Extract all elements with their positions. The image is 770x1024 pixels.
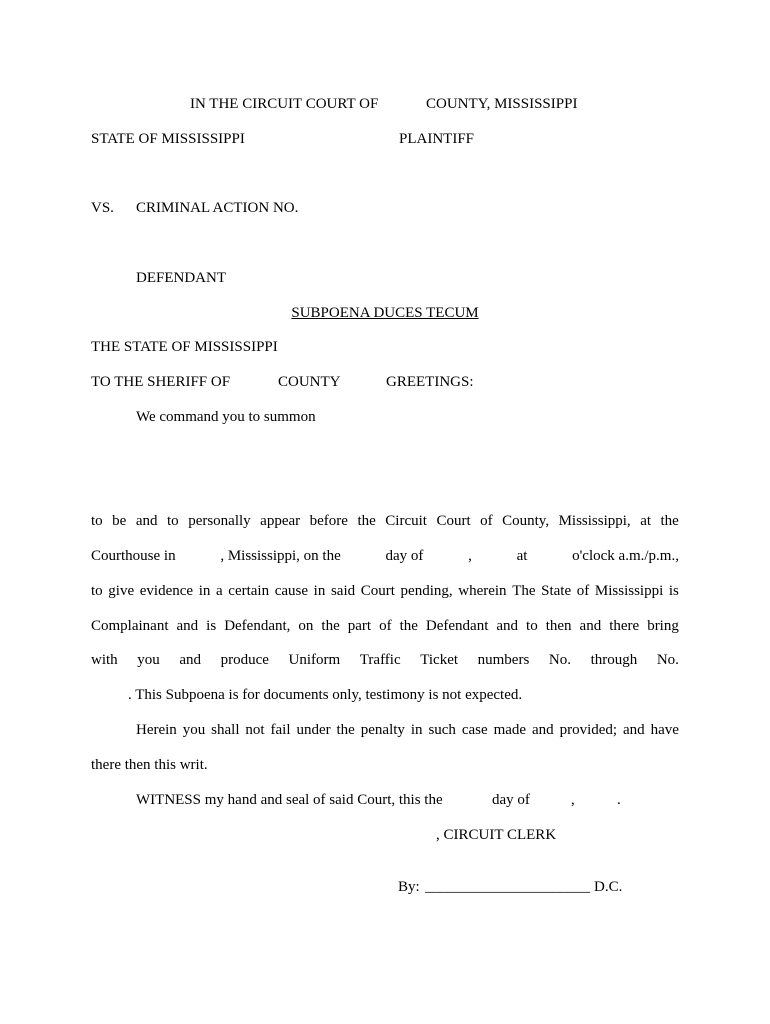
body-word: of	[576, 583, 590, 599]
body-word: Circuit	[385, 513, 427, 529]
body-word: Complainant	[91, 618, 169, 634]
body-word: under	[296, 722, 331, 738]
body-word: through	[590, 652, 638, 668]
body-word: the	[321, 618, 340, 634]
body-word: Mississippi,	[558, 513, 631, 529]
body-line-8: there then this writ.	[91, 757, 208, 773]
body-word: at	[640, 513, 652, 529]
witness-text: WITNESS my hand and seal of said Court, this the	[136, 792, 443, 808]
body-word: produce	[220, 652, 269, 668]
body-word: wherein	[458, 583, 507, 599]
body-word: said	[330, 583, 356, 599]
body-line-2	[91, 547, 679, 565]
body-word: shall	[211, 722, 240, 738]
body-word: , Mississippi, on the	[220, 548, 341, 564]
body-word: a	[215, 583, 223, 599]
body-word: No.	[548, 652, 571, 668]
body-word: o'clock a.m./p.m.,	[572, 548, 679, 564]
body-word: and	[579, 618, 602, 634]
body-word: to	[91, 513, 103, 529]
body-word: and	[496, 618, 519, 634]
vs-label: VS.	[91, 200, 114, 216]
body-word: in	[410, 722, 423, 738]
body-word: have	[650, 722, 679, 738]
body-word: Court	[360, 583, 395, 599]
body-word: Court	[436, 513, 471, 529]
body-word: ,	[468, 548, 472, 564]
court-header-suffix: COUNTY, MISSISSIPPI	[426, 96, 578, 112]
signature-dc: D.C.	[594, 879, 623, 895]
body-word: then	[545, 618, 572, 634]
body-word: before	[309, 513, 348, 529]
body-word: of	[480, 513, 493, 529]
greetings: GREETINGS:	[386, 374, 474, 390]
body-word: is	[206, 618, 217, 634]
body-word: certain	[228, 583, 270, 599]
body-word: fail	[270, 722, 291, 738]
body-word: penalty	[360, 722, 405, 738]
body-word: part	[347, 618, 372, 634]
body-line-6: . This Subpoena is for documents only, testimony is not expected.	[128, 687, 523, 703]
body-word: to	[91, 583, 103, 599]
body-word: numbers	[477, 652, 530, 668]
body-word: and	[532, 722, 554, 738]
sheriff-county: COUNTY	[278, 374, 341, 390]
body-word: you	[182, 722, 206, 738]
sheriff-address: TO THE SHERIFF OF	[91, 374, 231, 390]
body-word: Courthouse in	[91, 548, 176, 564]
body-word: you	[137, 652, 160, 668]
body-word: at	[516, 548, 528, 564]
body-word: such	[428, 722, 456, 738]
body-word: evidence	[139, 583, 194, 599]
body-word: personally	[188, 513, 251, 529]
body-word: made	[493, 722, 527, 738]
body-word: the	[336, 722, 355, 738]
body-word: and	[623, 722, 645, 738]
signature-line[interactable]: ______________________	[425, 879, 590, 895]
body-word: Herein	[136, 722, 177, 738]
circuit-clerk: , CIRCUIT CLERK	[436, 827, 557, 843]
body-word: with	[91, 652, 118, 668]
body-line-1	[91, 512, 679, 530]
body-word: Defendant,	[224, 618, 291, 634]
witness-comma: ,	[571, 792, 575, 808]
body-word: on	[298, 618, 314, 634]
witness-day-of: day of	[492, 792, 530, 808]
body-word: be	[112, 513, 127, 529]
body-word: cause	[274, 583, 309, 599]
body-word: there	[609, 618, 640, 634]
body-word: to	[167, 513, 179, 529]
defendant-label: DEFENDANT	[136, 270, 226, 286]
body-line-5	[91, 651, 679, 669]
body-word: Mississippi	[594, 583, 664, 599]
criminal-action-label: CRIMINAL ACTION NO.	[136, 200, 299, 216]
body-word: is	[668, 583, 679, 599]
body-word: bring	[647, 618, 679, 634]
body-word: the	[399, 618, 418, 634]
body-word: County,	[502, 513, 550, 529]
plaintiff-label: PLAINTIFF	[399, 131, 475, 147]
body-word: and	[135, 513, 158, 529]
document-title: SUBPOENA DUCES TECUM	[291, 305, 479, 321]
witness-period: .	[617, 792, 621, 808]
signature-by: By:	[398, 879, 420, 895]
body-word: day of	[385, 548, 424, 564]
body-word: case	[461, 722, 488, 738]
body-word: Defendant	[425, 618, 489, 634]
body-word: of	[379, 618, 392, 634]
body-word: not	[245, 722, 265, 738]
body-word: provided;	[559, 722, 618, 738]
body-word: The	[512, 583, 536, 599]
body-word: the	[357, 513, 376, 529]
body-word: Traffic	[359, 652, 401, 668]
command-line: We command you to summon	[136, 409, 316, 425]
body-word: State	[541, 583, 572, 599]
body-word: and	[176, 618, 199, 634]
body-word: Uniform	[288, 652, 341, 668]
court-header-prefix: IN THE CIRCUIT COURT OF	[190, 96, 379, 112]
body-word: appear	[260, 513, 301, 529]
body-word: Ticket	[420, 652, 459, 668]
plaintiff-name: STATE OF MISSISSIPPI	[91, 131, 245, 147]
state-address: THE STATE OF MISSISSIPPI	[91, 339, 278, 355]
body-word: to	[526, 618, 538, 634]
body-word: give	[108, 583, 135, 599]
body-word: the	[660, 513, 679, 529]
body-line-3	[91, 582, 679, 600]
body-word: and	[179, 652, 202, 668]
body-word: in	[313, 583, 326, 599]
body-line-7	[136, 721, 679, 739]
body-word: No.	[656, 652, 679, 668]
body-word: in	[198, 583, 211, 599]
body-line-4	[91, 617, 679, 635]
body-word: pending,	[400, 583, 453, 599]
